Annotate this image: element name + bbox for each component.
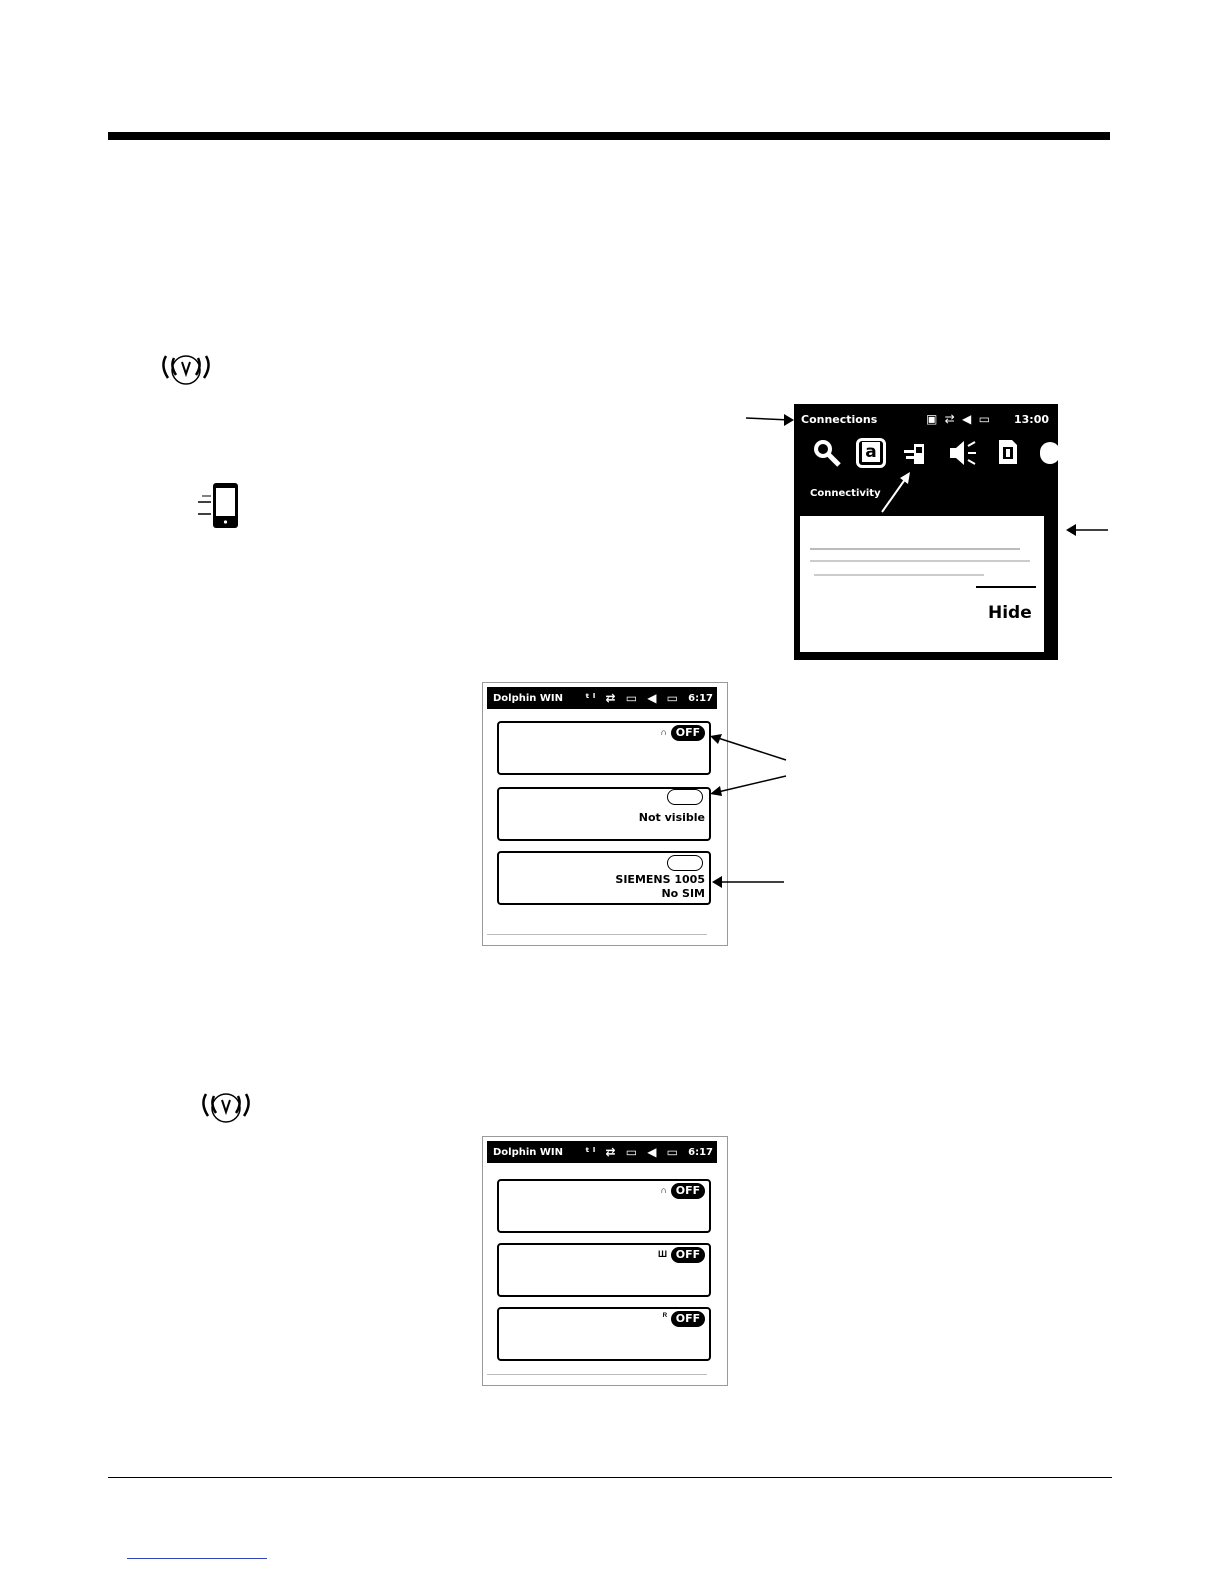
a-app-label: a [862,442,880,462]
toggle-switch[interactable] [667,855,703,871]
sim-icon[interactable] [996,437,1020,467]
radio-wave-icon [198,1086,254,1126]
footer-link-underline[interactable] [127,1558,267,1559]
panel-marker: ∩ [660,727,667,737]
settings-panel[interactable] [497,851,711,905]
hide-button[interactable]: Hide [988,603,1032,623]
section-label: Connectivity [810,488,881,499]
connections-title: Connections [801,413,878,426]
bottom-bar [487,1369,723,1383]
settings-panel[interactable] [497,1179,711,1233]
panel-marker: ∩ [660,1185,667,1195]
status-icons: ᵗˡ ⇄ ▭ ◀ ▭ [585,691,681,705]
callout-arrow-visibility [708,774,788,798]
settings-panel[interactable] [497,721,711,775]
radio-wave-icon [158,348,214,388]
callout-arrow-connectivity [876,470,916,516]
search-icon[interactable] [810,436,842,468]
panel-marker: Ш [657,1249,667,1259]
panel-status-text: Not visible [638,811,705,824]
toggle-switch[interactable]: OFF [671,1311,705,1327]
speaker-icon[interactable] [946,438,978,468]
callout-arrow-card [1064,522,1110,538]
panel-status-text: SIEMENS 1005 No SIM [615,873,705,900]
toggle-switch[interactable]: OFF [671,1183,705,1199]
clock: 13:00 [1014,413,1050,426]
bottom-bar-line [487,934,707,935]
card-text-line [814,574,984,576]
card-text-line [810,548,1020,550]
bottom-bar-line [487,1374,707,1375]
card-divider [976,586,1036,588]
toggle-switch[interactable] [667,789,703,805]
clock: 6:17 [688,1147,713,1158]
screen-title: Dolphin WIN [493,1147,564,1158]
settings-panel[interactable] [497,1243,711,1297]
status-icons: ᵗˡ ⇄ ▭ ◀ ▭ [585,1145,681,1159]
bottom-bar [487,929,723,943]
screen-title: Dolphin WIN [493,693,564,704]
settings-panel[interactable] [497,787,711,841]
dolphin-screen-one [482,682,728,946]
status-icons: ▣ ⇄ ◀ ▭ [926,412,992,426]
handheld-device-icon [196,480,244,530]
connections-screenshot [794,404,1058,660]
info-card [800,516,1044,652]
callout-arrow-device [710,874,786,890]
status-bar [487,1141,717,1163]
toggle-switch[interactable]: OFF [671,725,705,741]
dolphin-screen-two [482,1136,728,1386]
header-rule [108,132,1110,140]
settings-panel[interactable] [497,1307,711,1361]
clock: 6:17 [688,693,713,704]
panel-marker: ᴿ [662,1311,667,1321]
footer-rule [108,1477,1112,1478]
connectivity-icon[interactable] [900,442,930,468]
toggle-switch[interactable]: OFF [671,1247,705,1263]
a-app-icon[interactable] [856,438,886,468]
callout-arrow-toggle [708,732,788,762]
callout-arrow-title [744,410,796,426]
status-bar [487,687,717,709]
more-tab[interactable] [1040,442,1058,464]
card-text-line [810,560,1030,562]
